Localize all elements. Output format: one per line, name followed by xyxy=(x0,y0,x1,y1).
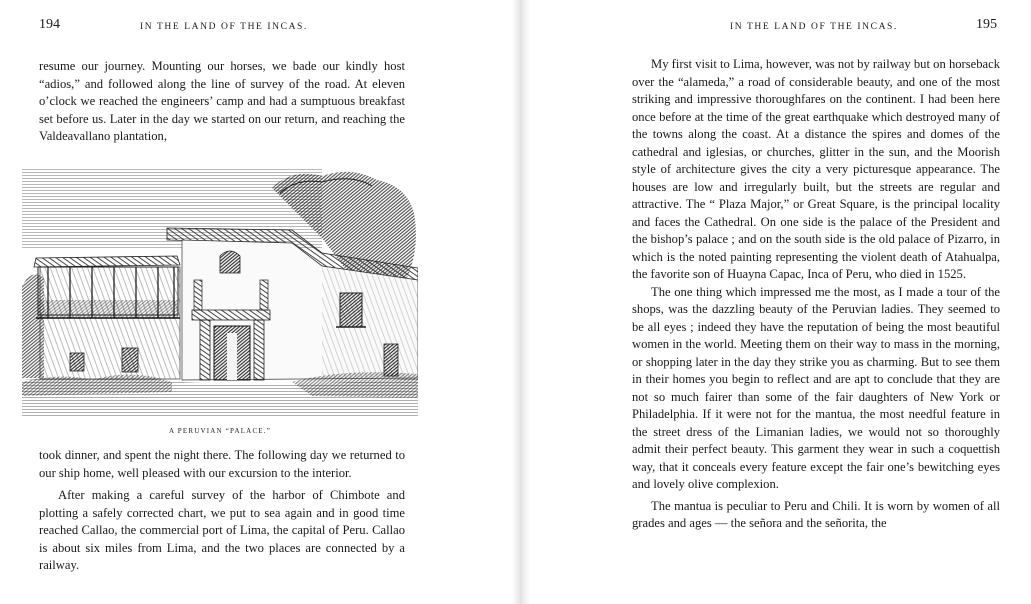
running-head-right: IN THE LAND OF THE INCAS. xyxy=(730,22,898,32)
engraving-illustration xyxy=(22,168,418,418)
right-page xyxy=(530,0,1031,604)
paragraph: The one thing which impressed me the most, as I made a tour of the shops, was the dazzling beauty of the Peruvian ladies. They seemed to be all eyes ; indeed they have the reputation of being the most beautiful women in the world. Meeting them on their way to mass in the morning, or shopping later in the day they strike you as charming. But to see them in their homes you begin to reflect and are apt to conclude that they are not so much fairer than some of the fair daughters of New York or Philadelphia. If it were not for the mantua, the most needful feature in the street dress of the Limanian ladies, we would not so thoroughly admit their perfect beauty. This garment they wear in such a coquettish way, that it conceals every feature except the fair one’s bewitching eyes and lovely olive complexion. xyxy=(632,284,1000,491)
left-page xyxy=(0,0,512,604)
left-text-bottom xyxy=(39,447,405,575)
running-head-left: IN THE LAND OF THE INCAS. xyxy=(140,22,308,32)
paragraph: took dinner, and spent the night there. The following day we returned to our ship home, well pleased with our excursion to the interior. xyxy=(39,448,405,480)
page-number-right: 195 xyxy=(976,17,997,32)
left-text-top xyxy=(39,58,405,146)
page-number-left: 194 xyxy=(39,17,60,32)
paragraph: After making a careful survey of the harbor of Chimbote and plotting a safely corrected chart, we put to sea again and in good time reached Callao, the commercial port of Lima, the capital of Peru. Callao is about six miles from Lima, and the two places are connected by a railway. xyxy=(39,488,405,572)
paragraph: My first visit to Lima, however, was not by railway but on horseback over the “alameda,” a road of considerable beauty, and one of the most striking and impressive thoroughfares on the continent. I had been here once before at the time of the great earthquake which destroyed many of the towns along the coast. At a distance the spires and domes of the cathedral and iglesias, or churches, glitter in the sun, and the Moorish style of architecture gives the city a very picturesque appearance. The houses are low and irregularly built, but the streets are regular and attractive. The “ Plaza Major,” or Great Square, is the principal locality and faces the Cathedral. On one side is the palace of the President and the bishop’s palace ; and on the south side is the old palace of Pizarro, in which is the noted painting representing the violent death of Atahualpa, the favorite son of Huayna Capac, Inca of Peru, who died in 1525. xyxy=(632,57,1000,281)
paragraph: resume our journey. Mounting our horses, we bade our kindly host “adios,” and followed along the line of survey of the road. At eleven o’clock we reached the engineers’ camp and had a sumptuous breakfast set before us. Later in the day we started on our return, and reaching the Valdeavallano plantation, xyxy=(39,59,405,143)
paragraph: The mantua is peculiar to Peru and Chili. It is worn by women of all grades and ages — the señora and the señorita, the xyxy=(632,498,1000,530)
right-text xyxy=(632,56,1000,533)
book-gutter xyxy=(512,0,530,604)
figure-caption: A PERUVIAN “PALACE.” xyxy=(168,427,272,435)
